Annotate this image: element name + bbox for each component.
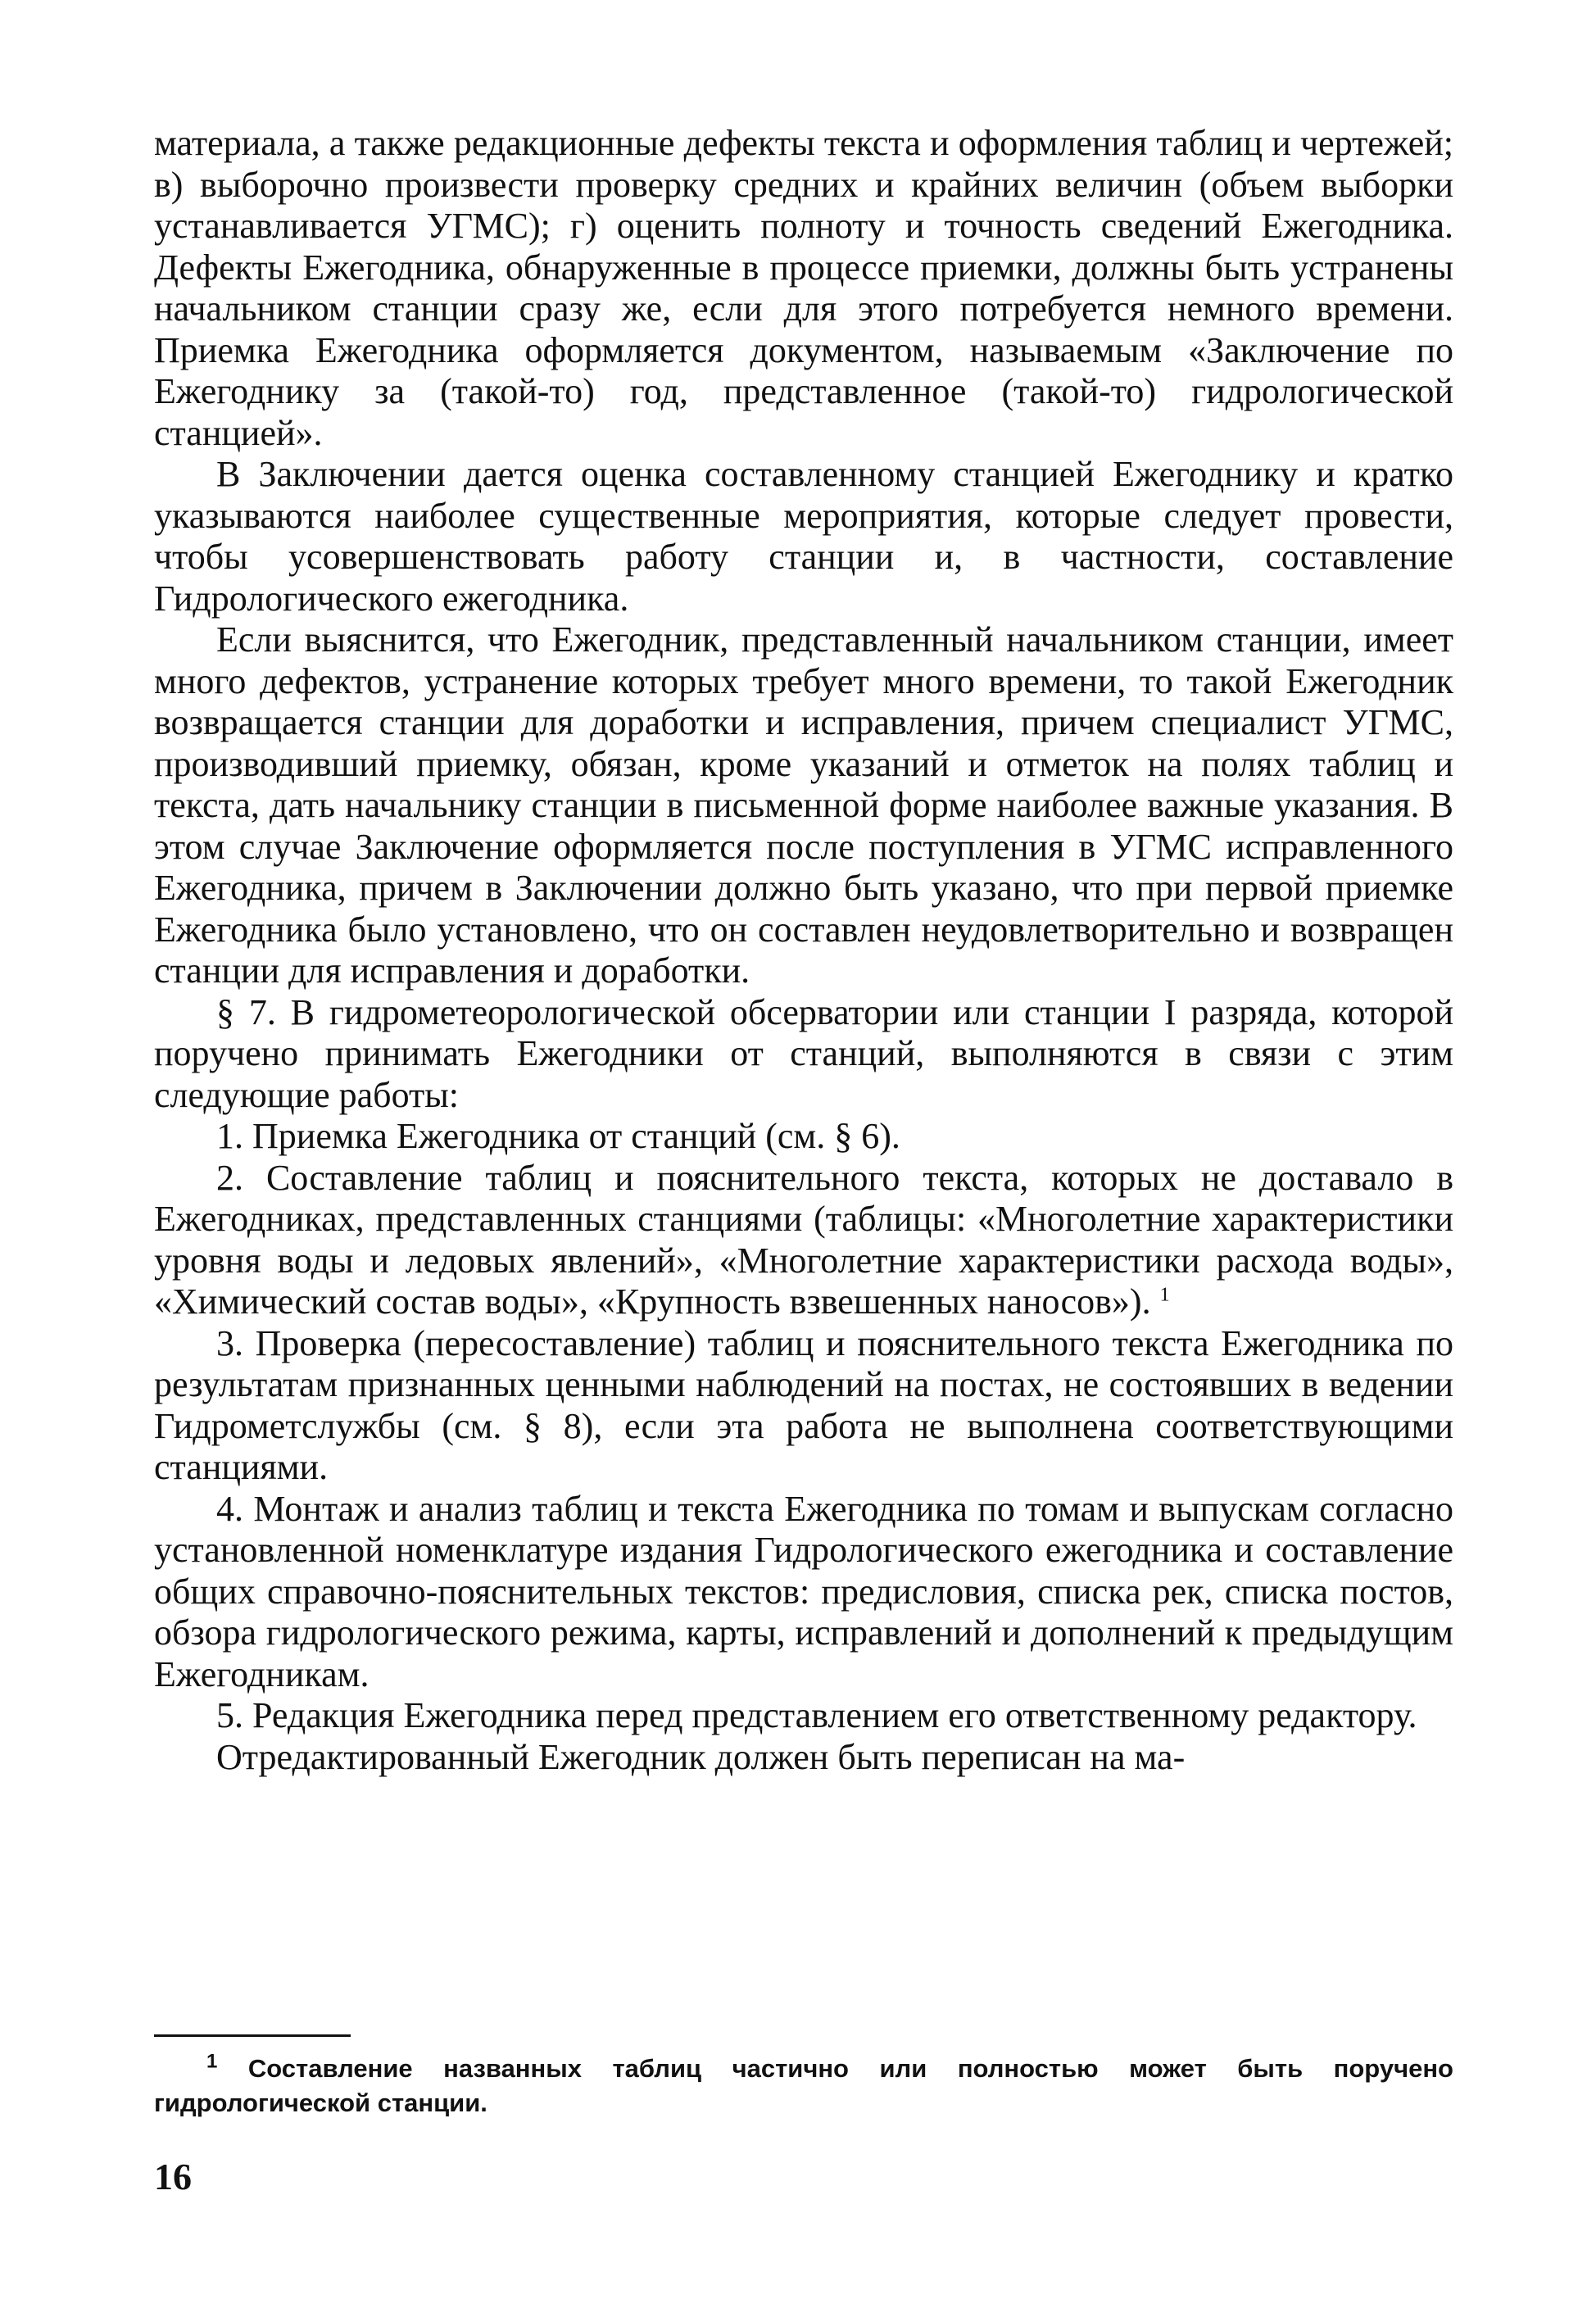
footnote-reference: 1 [1159, 1284, 1170, 1306]
paragraph-2: В Заключении дается оценка составленному станцией Ежегоднику и кратко указываются наиболее существенные мероприятия, которые следует провести, чтобы усовершенствовать работу станции и, в частности, составление Гидрологического ежегодника. [154, 454, 1453, 619]
closing-paragraph: Отредактированный Ежегодник должен быть переписан на ма- [216, 1736, 1186, 1777]
paragraph-1: материала, а также редакционные дефекты текста и оформления таблиц и чертежей; в) выборочно произвести проверку средних и крайних величин (объем выборки устанавливается УГМС); г) оценить полноту и точность сведений Ежегодника. Дефекты Ежегодника, обнаруженные в процессе приемки, должны быть устранены начальником станции сразу же, если для этого потребуется немного времени. Приемка Ежегодника оформляется документом, называемым «Заключение по Ежегоднику за (такой-то) год, представленное (такой-то) гидрологической станцией». [154, 123, 1453, 453]
section-7-paragraph: § 7. В гидрометеорологической обсерватории или станции I разряда, которой поручено принимать Ежегодники от станций, выполняются в связи с этим следующие работы: [154, 991, 1453, 1115]
list-item-1: 1. Приемка Ежегодника от станций (см. § 6). [216, 1116, 900, 1156]
list-item-4: 4. Монтаж и анализ таблиц и текста Ежегодника по томам и выпускам согласно установленной номенклатуре издания Гидрологического ежегодника и составление общих справочно-пояснительных текстов: предисловия, списка рек, списка постов, обзора гидрологического режима, карты, исправлений и дополнений к предыдущим Ежегодникам. [154, 1488, 1453, 1694]
list-item-3: 3. Проверка (пересоставление) таблиц и пояснительного текста Ежегодника по результатам признанных ценными наблюдений на постах, не состоявших в ведении Гидрометслужбы (см. § 8), если эта работа не выполнена соответствующими станциями. [154, 1322, 1453, 1487]
footnote [154, 2052, 1453, 2120]
list-item-2 [154, 1158, 1453, 1323]
page-number: 16 [154, 2156, 192, 2197]
body-text [154, 123, 1453, 1778]
footnote-divider [154, 2034, 351, 2037]
footnote-mark: 1 [206, 2050, 218, 2073]
footnote-text: Составление названных таблиц частично или полностью может быть поручено гидрологической станции. [154, 2054, 1453, 2117]
list-item-2-text: 2. Составление таблиц и пояснительного текста, которых не доставало в Ежегодниках, представленных станциями (таблицы: «Многолетние характеристики уровня воды и ледовых явлений», «Многолетние характеристики расхода воды», «Химический состав воды», «Крупность взвешенных наносов»). [154, 1157, 1453, 1322]
paragraph-3: Если выяснится, что Ежегодник, представленный начальником станции, имеет много дефектов, устранение которых требует много времени, то такой Ежегодник возвращается станции для доработки и исправления, причем специалист УГМС, производивший приемку, обязан, кроме указаний и отметок на полях таблиц и текста, дать начальнику станции в письменной форме наиболее важные указания. В этом случае Заключение оформляется после поступления в УГМС исправленного Ежегодника, причем в Заключении должно быть указано, что при первой приемке Ежегодника было установлено, что он составлен неудовлетворительно и возвращен станции для исправления и доработки. [154, 619, 1453, 991]
list-item-5: 5. Редакция Ежегодника перед представлением его ответственному редактору. [216, 1695, 1417, 1735]
